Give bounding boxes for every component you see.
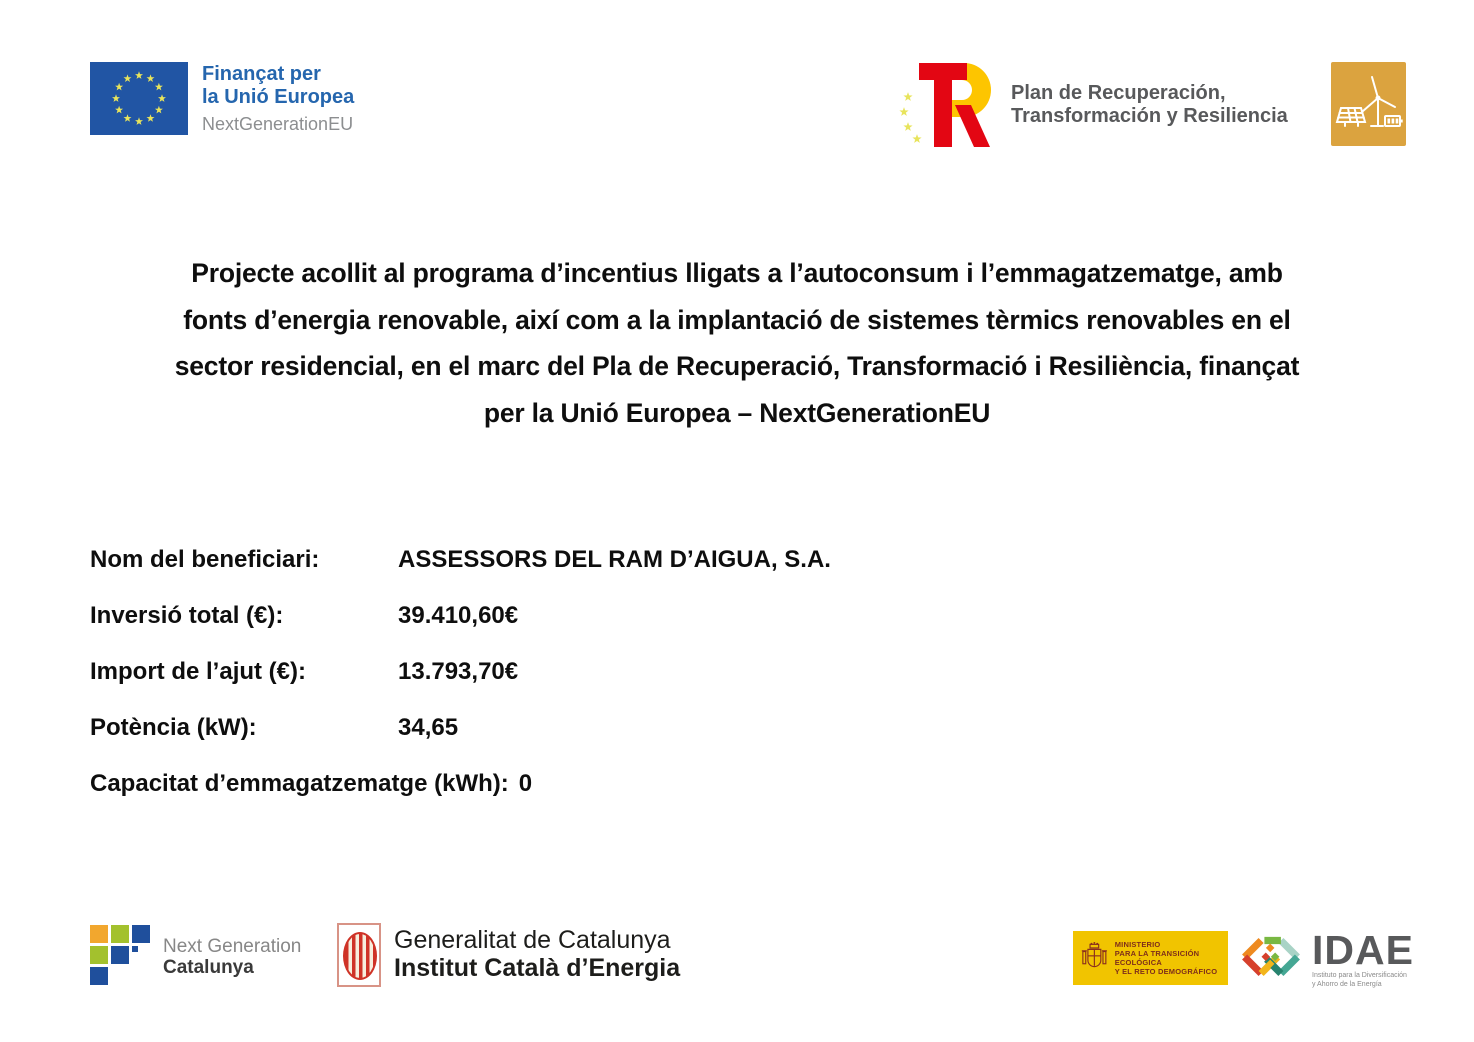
statement-line-2: fonts d’energia renovable, així com a la implantació de sistemes tèrmics renovables en el [183,304,1291,335]
ng-catalunya-line1: Next Generation [163,936,302,957]
storage-capacity-label: Capacitat d’emmagatzematge (kWh): [90,770,509,797]
next-generation-catalunya-squares-icon [90,925,150,988]
idae-tagline-line1: Instituto para la Diversificación [1312,972,1407,979]
generalitat-senyera-icon [337,923,381,987]
renewable-energy-icon [1331,62,1406,146]
statement-line-1: Projecte acollit al programa d’incentius lligats a l’autoconsum i l’emmagatzematge, amb [191,258,1283,288]
prtr-line1: Plan de Recuperación, [1011,82,1226,104]
generalitat-line1: Generalitat de Catalunya [394,926,671,954]
total-investment-value: 39.410,60€ [398,602,519,629]
idae-logo [1238,926,1414,989]
total-investment-label: Inversió total (€): [90,602,284,629]
eu-funding-line2: la Unió Europea [202,86,355,108]
ministerio-line1: MINISTERIO [1114,940,1161,949]
eu-funding-line1: Finançat per [202,63,321,85]
idae-name: IDAE [1312,927,1414,973]
storage-capacity-value: 0 [518,770,533,797]
grant-amount-label: Import de l’ajut (€): [90,658,306,685]
beneficiary-label: Nom del beneficiari: [90,546,320,573]
statement-line-4: per la Unió Europea – NextGenerationEU [483,397,991,428]
beneficiary-value: ASSESSORS DEL RAM D’AIGUA, S.A. [398,546,831,573]
eu-funding-logo [90,62,354,135]
next-generation-catalunya-logo [90,925,301,988]
detail-row-beneficiary [90,546,1190,574]
ministerio-logo [1073,931,1228,985]
idae-diamond-icon [1238,926,1304,988]
grant-amount-value: 13.793,70€ [398,658,519,685]
spain-coat-of-arms-icon [1080,937,1109,979]
ng-catalunya-line2: Catalunya [163,957,254,978]
prtr-logo [897,55,1288,155]
ministerio-line2: PARA LA TRANSICIÓN ECOLÓGICA [1114,949,1200,967]
power-label: Potència (kW): [90,714,257,741]
statement-line-3: sector residencial, en el marc del Pla de Recuperació, Transformació i Resiliència, finançat [174,351,1300,381]
prtr-tr-icon [897,55,1005,155]
power-value: 34,65 [398,714,459,741]
generalitat-catalunya-logo [337,923,680,987]
project-details [90,546,1190,826]
prtr-line2: Transformación y Resiliencia [1011,105,1288,127]
generalitat-line2: Institut Català d’Energia [394,954,681,982]
detail-row-grant-amount [90,658,1190,686]
ministerio-line3: Y EL RETO DEMOGRÁFICO [1114,967,1218,976]
project-statement [0,250,1474,436]
idae-tagline-line2: y Ahorro de la Energía [1312,980,1382,988]
detail-row-power [90,714,1190,742]
eu-flag-icon [90,62,188,135]
eu-funding-subtitle: NextGenerationEU [202,114,354,134]
detail-row-total-investment [90,602,1190,630]
detail-row-storage-capacity [90,770,1190,798]
